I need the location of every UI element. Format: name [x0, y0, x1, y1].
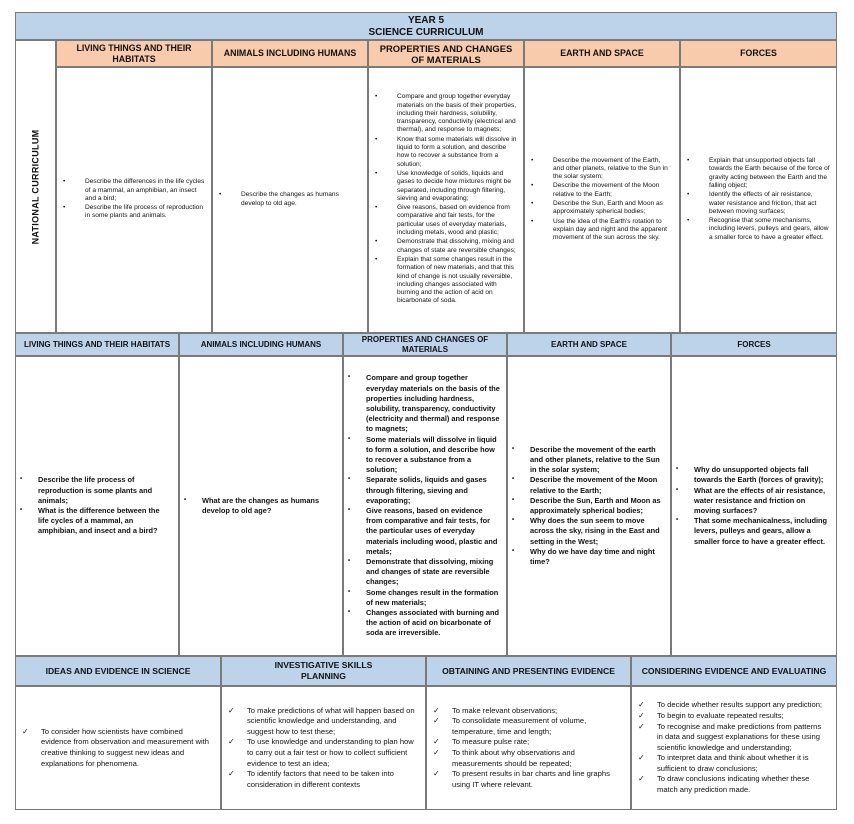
school-header-forces: FORCES [671, 333, 837, 356]
list-item: ✓ To draw conclusions indicating whether these match any prediction made. [657, 774, 828, 795]
list-item: • What are the effects of air resistance, water resistance and friction on moving surfaces? [694, 486, 830, 517]
list-item: • Use knowledge of solids, liquids and gases to decide how mixtures might be separated, including through filtering, sieving and evaporating; [397, 170, 517, 203]
list-item: • Describe the movement of the Moon relative to the Earth; [530, 475, 664, 495]
skills-header-obtaining: OBTAINING AND PRESENTING EVIDENCE [426, 656, 631, 686]
national-cell-animals [212, 67, 368, 333]
school-cell-living-things [15, 356, 179, 656]
list-item: • Changes associated with burning and the action of acid on bicarbonate of soda are irreversible. [366, 608, 500, 639]
list-item: • Explain that some changes result in the formation of new materials, and that this kind of change is not usually reversible, including changes associated with burning and the action of acid on bicarbonate of soda. [397, 256, 517, 306]
national-side-label: NATIONAL CURRICULUM [30, 129, 41, 244]
title-year: YEAR 5 [407, 15, 445, 26]
list-item: ✓ To begin to evaluate repeated results; [657, 711, 828, 722]
national-cell-earth-space [524, 67, 680, 333]
list-item: ✓ To interpret data and think about whether it is sufficient to draw conclusions; [657, 753, 828, 774]
list-item: • Describe the changes as humans develop to old age. [241, 191, 361, 208]
national-header-animals: ANIMALS INCLUDING HUMANS [212, 40, 368, 67]
list-item: • Recognise that some mechanisms, including levers, pulleys and gears, allow a smaller force to have a greater effect. [709, 217, 830, 242]
list-item: ✓ To use knowledge and understanding to plan how to carry out a fair test or how to collect sufficient evidence to test an idea; [247, 737, 417, 769]
page-title [15, 12, 837, 40]
list-item: ✓ To recognise and make predictions from patterns in data and suggest explanations for these using scientific knowledge and understanding; [657, 722, 828, 754]
list-item: ✓ To present results in bar charts and line graphs using IT where relevant. [452, 769, 622, 790]
list-item: • Describe the movement of the Earth, and other planets, relative to the Sun in the solar system; [553, 157, 673, 182]
list-item: ✓ To make relevant observations; [452, 706, 622, 717]
national-cell-forces [680, 67, 837, 333]
list-item: ✓ To think about why observations and measurements should be repeated; [452, 748, 622, 769]
school-header-earth-space: EARTH AND SPACE [507, 333, 671, 356]
school-header-materials: PROPERTIES AND CHANGES OF MATERIALS [343, 333, 507, 356]
skills-header-ideas: IDEAS AND EVIDENCE IN SCIENCE [15, 656, 221, 686]
school-cell-animals [179, 356, 343, 656]
school-cell-earth-space [507, 356, 671, 656]
national-cell-materials [368, 67, 524, 333]
list-item: ✓ To consolidate measurement of volume, temperature, time and length; [452, 716, 622, 737]
list-item: ✓ To decide whether results support any prediction; [657, 700, 828, 711]
school-header-living-things: LIVING THINGS AND THEIR HABITATS [15, 333, 179, 356]
skills-header-evaluating: CONSIDERING EVIDENCE AND EVALUATING [631, 656, 837, 686]
list-item: • Separate solids, liquids and gases through filtering, sieving and evaporating; [366, 475, 500, 506]
list-item: • Compare and group together everyday materials on the basis of the properties including hardness, solubility, transparency, conductivity (electricity and thermal) and response to magnets; [366, 373, 500, 434]
list-item: • Some changes result in the formation of new materials; [366, 588, 500, 608]
title-subject: SCIENCE CURRICULUM [368, 27, 484, 38]
list-item: • Describe the differences in the life cycles of a mammal, an amphibian, an insect and a bird; [85, 178, 205, 203]
list-item: • Use the idea of the Earth's rotation to explain day and night and the apparent movement of the sun across the sky. [553, 218, 673, 243]
list-item: • That some mechanicalness, including levers, pulleys and gears, allow a smaller force to have a greater effect. [694, 516, 830, 547]
list-item: • Know that some materials will dissolve in liquid to form a solution, and describe how to recover a substance from a solution; [397, 136, 517, 169]
list-item: • Demonstrate that dissolving, mixing and changes of state are reversible changes; [366, 557, 500, 588]
school-header-animals: ANIMALS INCLUDING HUMANS [179, 333, 343, 356]
list-item: ✓ To consider how scientists have combined evidence from observation and measurement with creative thinking to suggest new ideas and explanations for phenomena. [41, 727, 212, 769]
list-item: • Compare and group together everyday materials on the basis of their properties, including their hardness, solubility, transparency, conductivity (electrical and thermal), and response to magnets; [397, 93, 517, 134]
list-item: • What are the changes as humans develop to old age? [202, 496, 336, 516]
list-item: • Describe the life process of reproduction in some plants and animals. [85, 204, 205, 221]
list-item: • Identify the effects of air resistance, water resistance and friction, that act between moving surfaces; [709, 191, 830, 216]
list-item: • Give reasons, based on evidence from comparative and fair tests, for the particular uses of everyday materials, including metals, wood and plastic; [397, 204, 517, 237]
list-item: • Explain that unsupported objects fall towards the Earth because of the force of gravity acting between the Earth and the falling object; [709, 157, 830, 190]
list-item: ✓ To measure pulse rate; [452, 737, 622, 748]
list-item: ✓ To make predictions of what will happen based on scientific knowledge and understanding, and suggest how to test these; [247, 706, 417, 738]
list-item: • Describe the movement of the earth and other planets, relative to the Sun in the solar system; [530, 445, 664, 476]
list-item: • What is the difference between the life cycles of a mammal, an amphibian, and insect and a bird? [38, 506, 172, 537]
skills-cell-obtaining [426, 686, 631, 810]
list-item: • Describe the life process of reproduction is some plants and animals; [38, 475, 172, 506]
skills-cell-ideas [15, 686, 221, 810]
national-header-forces: FORCES [680, 40, 837, 67]
list-item: • Why do unsupported objects fall towards the Earth (forces of gravity); [694, 465, 830, 485]
national-header-living-things: LIVING THINGS AND THEIR HABITATS [56, 40, 212, 67]
national-header-earth-space: EARTH AND SPACE [524, 40, 680, 67]
skills-header-planning: INVESTIGATIVE SKILLS PLANNING [221, 656, 426, 686]
school-cell-forces [671, 356, 837, 656]
list-item: • Describe the Sun, Earth and Moon as approximately spherical bodies; [530, 496, 664, 516]
list-item: • Describe the Sun, Earth and Moon as approximately spherical bodies; [553, 200, 673, 217]
school-cell-materials [343, 356, 507, 656]
list-item: • Demonstrate that dissolving, mixing and changes of state are reversible changes; [397, 238, 517, 255]
skills-cell-evaluating [631, 686, 837, 810]
list-item: • Why does the sun seem to move across the sky, rising in the East and setting in the West; [530, 516, 664, 547]
national-curriculum-label [15, 40, 56, 333]
national-cell-living-things [56, 67, 212, 333]
list-item: • Some materials will dissolve in liquid to form a solution, and describe how to recover a substance from a solution; [366, 435, 500, 476]
skills-cell-planning [221, 686, 426, 810]
list-item: • Describe the movement of the Moon relative to the Earth; [553, 182, 673, 199]
national-header-materials: PROPERTIES AND CHANGES OF MATERIALS [368, 40, 524, 67]
list-item: ✓ To identify factors that need to be taken into consideration in different contexts [247, 769, 417, 790]
list-item: • Why do we have day time and night time? [530, 547, 664, 567]
list-item: • Give reasons, based on evidence from comparative and fair tests, for the particular uses of everyday materials including wood, plastic and metals; [366, 506, 500, 557]
